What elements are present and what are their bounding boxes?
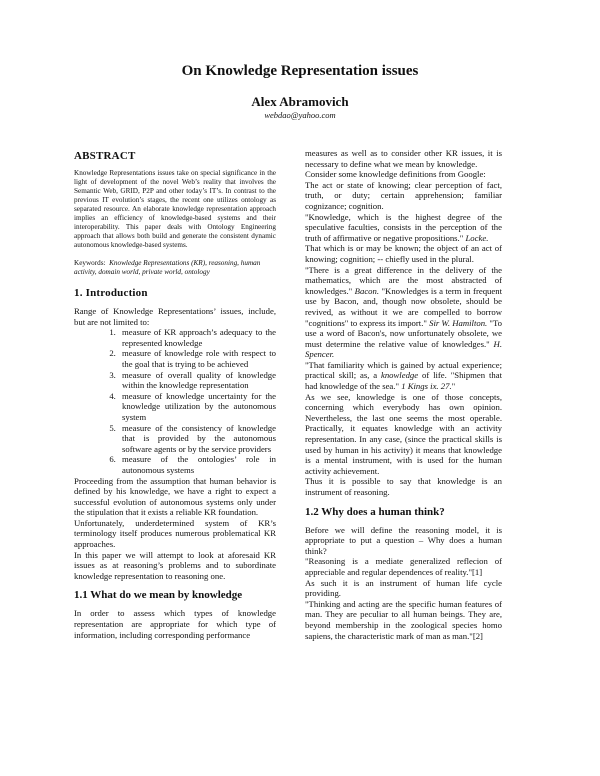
definition: The act or state of knowing; clear perception of fact, truth, or duty; certain apprehension; familiar cognizance; cognition. xyxy=(305,179,502,211)
quote: "Thinking and acting are the specific human features of man. They are peculiar to all human beings. They are, beyond membership in the zoological species homo sapiens, the characteristic mark of man as man."[2] xyxy=(305,598,502,641)
quote xyxy=(305,265,502,360)
quote-text: "Knowledge, which is the highest degree of the speculative faculties, consists in the perception of the truth of affirmative or negative propositions." xyxy=(305,211,502,243)
quote-text: "Knowledges is a term in frequent use by Bacon, and, though now obsolete, should be revived, as without it we are compelled to borrow "cognitions" to express its import." xyxy=(305,285,503,328)
author-name: Alex Abramovich xyxy=(251,94,349,109)
keywords-label: Keywords: xyxy=(74,259,106,267)
section-paragraph: In order to assess which types of knowledge representation are appropriate for which type of information, including corresponding performance xyxy=(74,608,276,640)
intro-heading: 1. Introduction xyxy=(74,287,148,299)
emphasis: knowledge xyxy=(380,370,419,381)
list-item: 6. measure of the ontologies’ role in autonomous systems xyxy=(118,454,276,475)
quote-text: "Shipmen that had knowledge of the sea." xyxy=(305,370,503,392)
quote-attribution: Sir W. Hamilton. xyxy=(429,317,488,328)
section-1-1-body xyxy=(74,608,276,640)
paragraph: Before we will define the reasoning model, it is appropriate to put a question – Why does a human think? xyxy=(305,524,502,556)
quote-text: of life. xyxy=(421,370,447,381)
quote xyxy=(305,212,502,244)
keywords xyxy=(74,259,276,277)
intro-paragraph: In this paper we will attempt to look at aforesaid KR issues as at reasoning’s problems and to subordinate knowledge representation to reasoning one. xyxy=(74,549,276,581)
intro-paragraph: Proceeding from the assumption that human behavior is defined by his knowledge, we have a right to expect a successful evolution of autonomous systems only under the stipulation that it exists a reliable KR foundation. xyxy=(74,475,276,518)
spacer xyxy=(305,498,502,506)
intro-lead: Range of Knowledge Representations’ issues, include, but are not limited to: xyxy=(74,306,276,327)
kr-issues-list xyxy=(74,327,276,475)
spacer xyxy=(74,581,276,589)
intro-body xyxy=(74,306,276,581)
right-column xyxy=(305,148,502,641)
quote-attribution: 1 Kings ix. 27. xyxy=(401,381,452,392)
section-1-1-heading: 1.1 What do we mean by knowledge xyxy=(74,589,243,602)
abstract-text: Knowledge Representations issues take on special significance in the light of development of the novel Web’s reality that involves the Semantic Web, GRID, P2P and other today’s IT’s. In contrast to the previous IT evolution’s stages, the recent one utilizes ontology as separated resource. An elaborate knowledge representation approach implies an efficiency of knowledge-based systems and their interoperability. This paper deals with Ontology Engineering approach that allows both build and generate the consistent dynamic autonomous knowledge-based systems. xyxy=(74,169,276,249)
abstract-heading: ABSTRACT xyxy=(74,150,136,162)
section-1-2-heading: 1.2 Why does a human think? xyxy=(305,505,445,518)
keywords-list: Knowledge Representations (KR), reasoning, human activity, domain world, private world, ontology xyxy=(74,259,261,276)
paragraph: As we see, knowledge is one of those concepts, concerning which everybody has own opinion. Nevertheless, the last one seems the most operable. Practically, it equates knowledge with an activity representation. In any case, (since the practical skills is used by human in his activity) it means that knowledge is a mental instrument, with is used for the human activity achievement. xyxy=(305,391,502,476)
quote xyxy=(305,360,502,392)
paragraph: As such it is an instrument of human life cycle providing. xyxy=(305,577,502,599)
list-item: 4. measure of knowledge uncertainty for the knowledge utilization by the autonomous system xyxy=(118,391,276,423)
list-item: 2. measure of knowledge role with respect to the goal that is trying to be achieved xyxy=(118,348,276,369)
quote: "Reasoning is a mediate generalized reflecion of appreciable and regular dependences of reality."[1] xyxy=(305,556,502,577)
left-column xyxy=(74,150,276,640)
list-item: 5. measure of the consistency of knowledge that is provided by the autonomous software agents or by the service providers xyxy=(118,423,276,455)
author-email: webdao@yahoo.com xyxy=(264,110,336,120)
intro-paragraph: Unfortunately, underdetermined system of KR’s terminology itself produces numerous problematical KR approaches. xyxy=(74,517,276,550)
list-item: 3. measure of overall quality of knowledge within the knowledge representation xyxy=(118,370,276,391)
list-item: 1. measure of KR approach’s adequacy to the represented knowledge xyxy=(118,327,276,348)
quote-text: "There is a great difference in the delivery of the mathematics, which are the most abstracted of knowledges." xyxy=(305,264,502,296)
quote-attribution: Locke. xyxy=(465,232,489,243)
paragraph: Thus it is possible to say that knowledge is an instrument of reasoning. xyxy=(305,476,502,497)
quote-text: " xyxy=(451,381,456,392)
quote-attribution: Bacon. xyxy=(354,285,380,296)
quote-text: "That familiarity which is gained by actual experience; practical skill; as, a xyxy=(305,359,502,381)
quote-text: "To use a word of Bacon's, now unfortunately obsolete, we must determine the relative value of knowledges." xyxy=(305,317,502,349)
knowledge-definitions xyxy=(305,148,502,498)
quote-attribution: H. Spencer. xyxy=(305,338,502,360)
section-1-2-body xyxy=(305,525,502,642)
paragraph: measures as well as to consider other KR issues, it is necessary to define what we mean by knowledge. xyxy=(305,148,502,169)
paragraph: Consider some knowledge definitions from Google: xyxy=(305,169,486,180)
definition: That which is or may be known; the object of an act of knowing; cognition; -- chiefly used in the plural. xyxy=(305,243,502,264)
paper-title: On Knowledge Representation issues xyxy=(181,63,419,79)
